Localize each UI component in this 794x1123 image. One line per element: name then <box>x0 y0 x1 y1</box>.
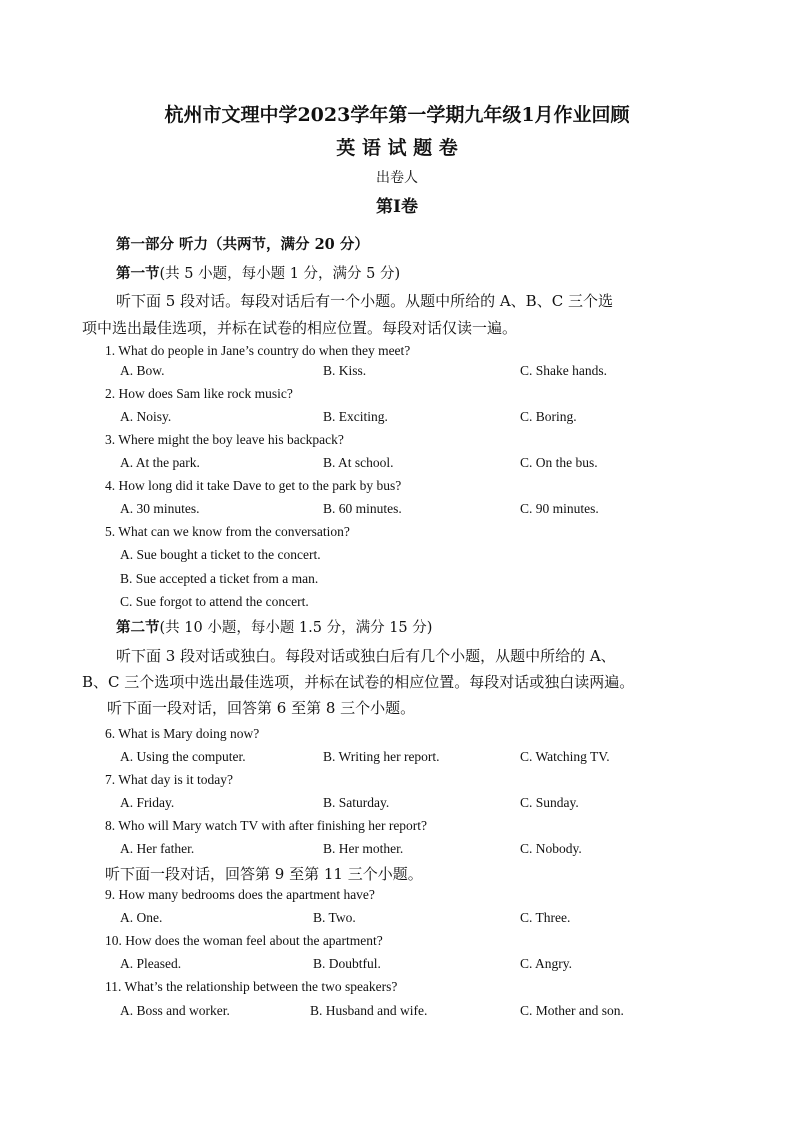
question-text: 9. How many bedrooms does the apartment have? <box>105 887 375 902</box>
author-label: 出卷人 <box>376 170 418 186</box>
option-a: A. 30 minutes. <box>120 501 200 516</box>
option-b: B. Sue accepted a ticket from a man. <box>120 571 319 586</box>
option-b: B. Saturday. <box>323 795 390 810</box>
question-text: 5. What can we know from the conversation? <box>105 524 350 539</box>
option-b: B. Doubtful. <box>313 956 381 971</box>
subject-title: 英 语 试 题 卷 <box>336 137 458 159</box>
group2-intro: 听下面一段对话，回答第 9 至第 11 三个小题。 <box>105 865 423 883</box>
section1-info: (共 5 小题，每小题 1 分，满分 5 分) <box>159 266 401 282</box>
option-b: B. Writing her report. <box>323 749 440 764</box>
question-text: 4. How long did it take Dave to get to the park by bus? <box>105 478 402 493</box>
section2-header <box>116 616 432 637</box>
section1-instruction-1: 听下面 5 段对话。每段对话后有一个小题。从题中所给的 A、B、C 三个选 <box>116 292 613 310</box>
question-text: 8. Who will Mary watch TV with after finishing her report? <box>105 818 428 833</box>
question-text: 11. What’s the relationship between the two speakers? <box>105 979 398 994</box>
section1-instruction-2: 项中选出最佳选项，并标在试卷的相应位置。每段对话仅读一遍。 <box>82 319 518 337</box>
option-a: A. One. <box>120 910 163 925</box>
option-c: C. Watching TV. <box>520 749 610 764</box>
question-text: 1. What do people in Jane’s country do when they meet? <box>105 343 411 358</box>
option-b: B. Her mother. <box>323 841 404 856</box>
option-a: A. At the park. <box>120 455 200 470</box>
question-text: 2. How does Sam like rock music? <box>105 386 293 401</box>
section1-header <box>116 262 400 283</box>
option-a: A. Sue bought a ticket to the concert. <box>120 547 321 562</box>
section2-title: 第二节 <box>116 619 160 636</box>
option-c: C. On the bus. <box>520 455 598 470</box>
option-a: A. Pleased. <box>120 956 182 971</box>
option-a: A. Her father. <box>120 841 195 856</box>
main-title: 杭州市文理中学2023学年第一学期九年级1月作业回顾 <box>164 104 630 126</box>
option-a: A. Boss and worker. <box>120 1003 230 1018</box>
section2-info: (共 10 小题，每小题 1.5 分，满分 15 分) <box>159 620 433 636</box>
option-c: C. Nobody. <box>520 841 582 856</box>
option-b: B. 60 minutes. <box>323 501 402 516</box>
option-a: A. Noisy. <box>120 409 172 424</box>
option-b: B. Exciting. <box>323 409 388 424</box>
question-text: 3. Where might the boy leave his backpack? <box>105 432 344 447</box>
option-c: C. Mother and son. <box>520 1003 624 1018</box>
option-c: C. Three. <box>520 910 571 925</box>
part1-title: 第一部分 听力（共两节，满分 20 分） <box>116 236 369 253</box>
option-b: B. Two. <box>313 910 356 925</box>
option-b: B. At school. <box>323 455 394 470</box>
section2-instruction-2: B、C 三个选项中选出最佳选项，并标在试卷的相应位置。每段对话或独白读两遍。 <box>82 673 635 691</box>
question-text: 6. What is Mary doing now? <box>105 726 260 741</box>
option-c: C. Boring. <box>520 409 577 424</box>
option-a: A. Friday. <box>120 795 175 810</box>
option-b: B. Kiss. <box>323 363 367 378</box>
question-text: 10. How does the woman feel about the apartment? <box>105 933 383 948</box>
section1-title: 第一节 <box>116 265 160 282</box>
volume-label: 第I卷 <box>376 197 418 217</box>
group1-intro: 听下面一段对话，回答第 6 至第 8 三个小题。 <box>107 699 416 717</box>
option-c: C. Angry. <box>520 956 573 971</box>
option-c: C. 90 minutes. <box>520 501 599 516</box>
option-c: C. Shake hands. <box>520 363 607 378</box>
section2-instruction-1: 听下面 3 段对话或独白。每段对话或独白后有几个小题，从题中所给的 A、 <box>116 647 616 665</box>
question-text: 7. What day is it today? <box>105 772 233 787</box>
option-a: A. Bow. <box>120 363 165 378</box>
option-b: B. Husband and wife. <box>310 1003 428 1018</box>
option-c: C. Sue forgot to attend the concert. <box>120 594 309 609</box>
option-c: C. Sunday. <box>520 795 579 810</box>
option-a: A. Using the computer. <box>120 749 246 764</box>
